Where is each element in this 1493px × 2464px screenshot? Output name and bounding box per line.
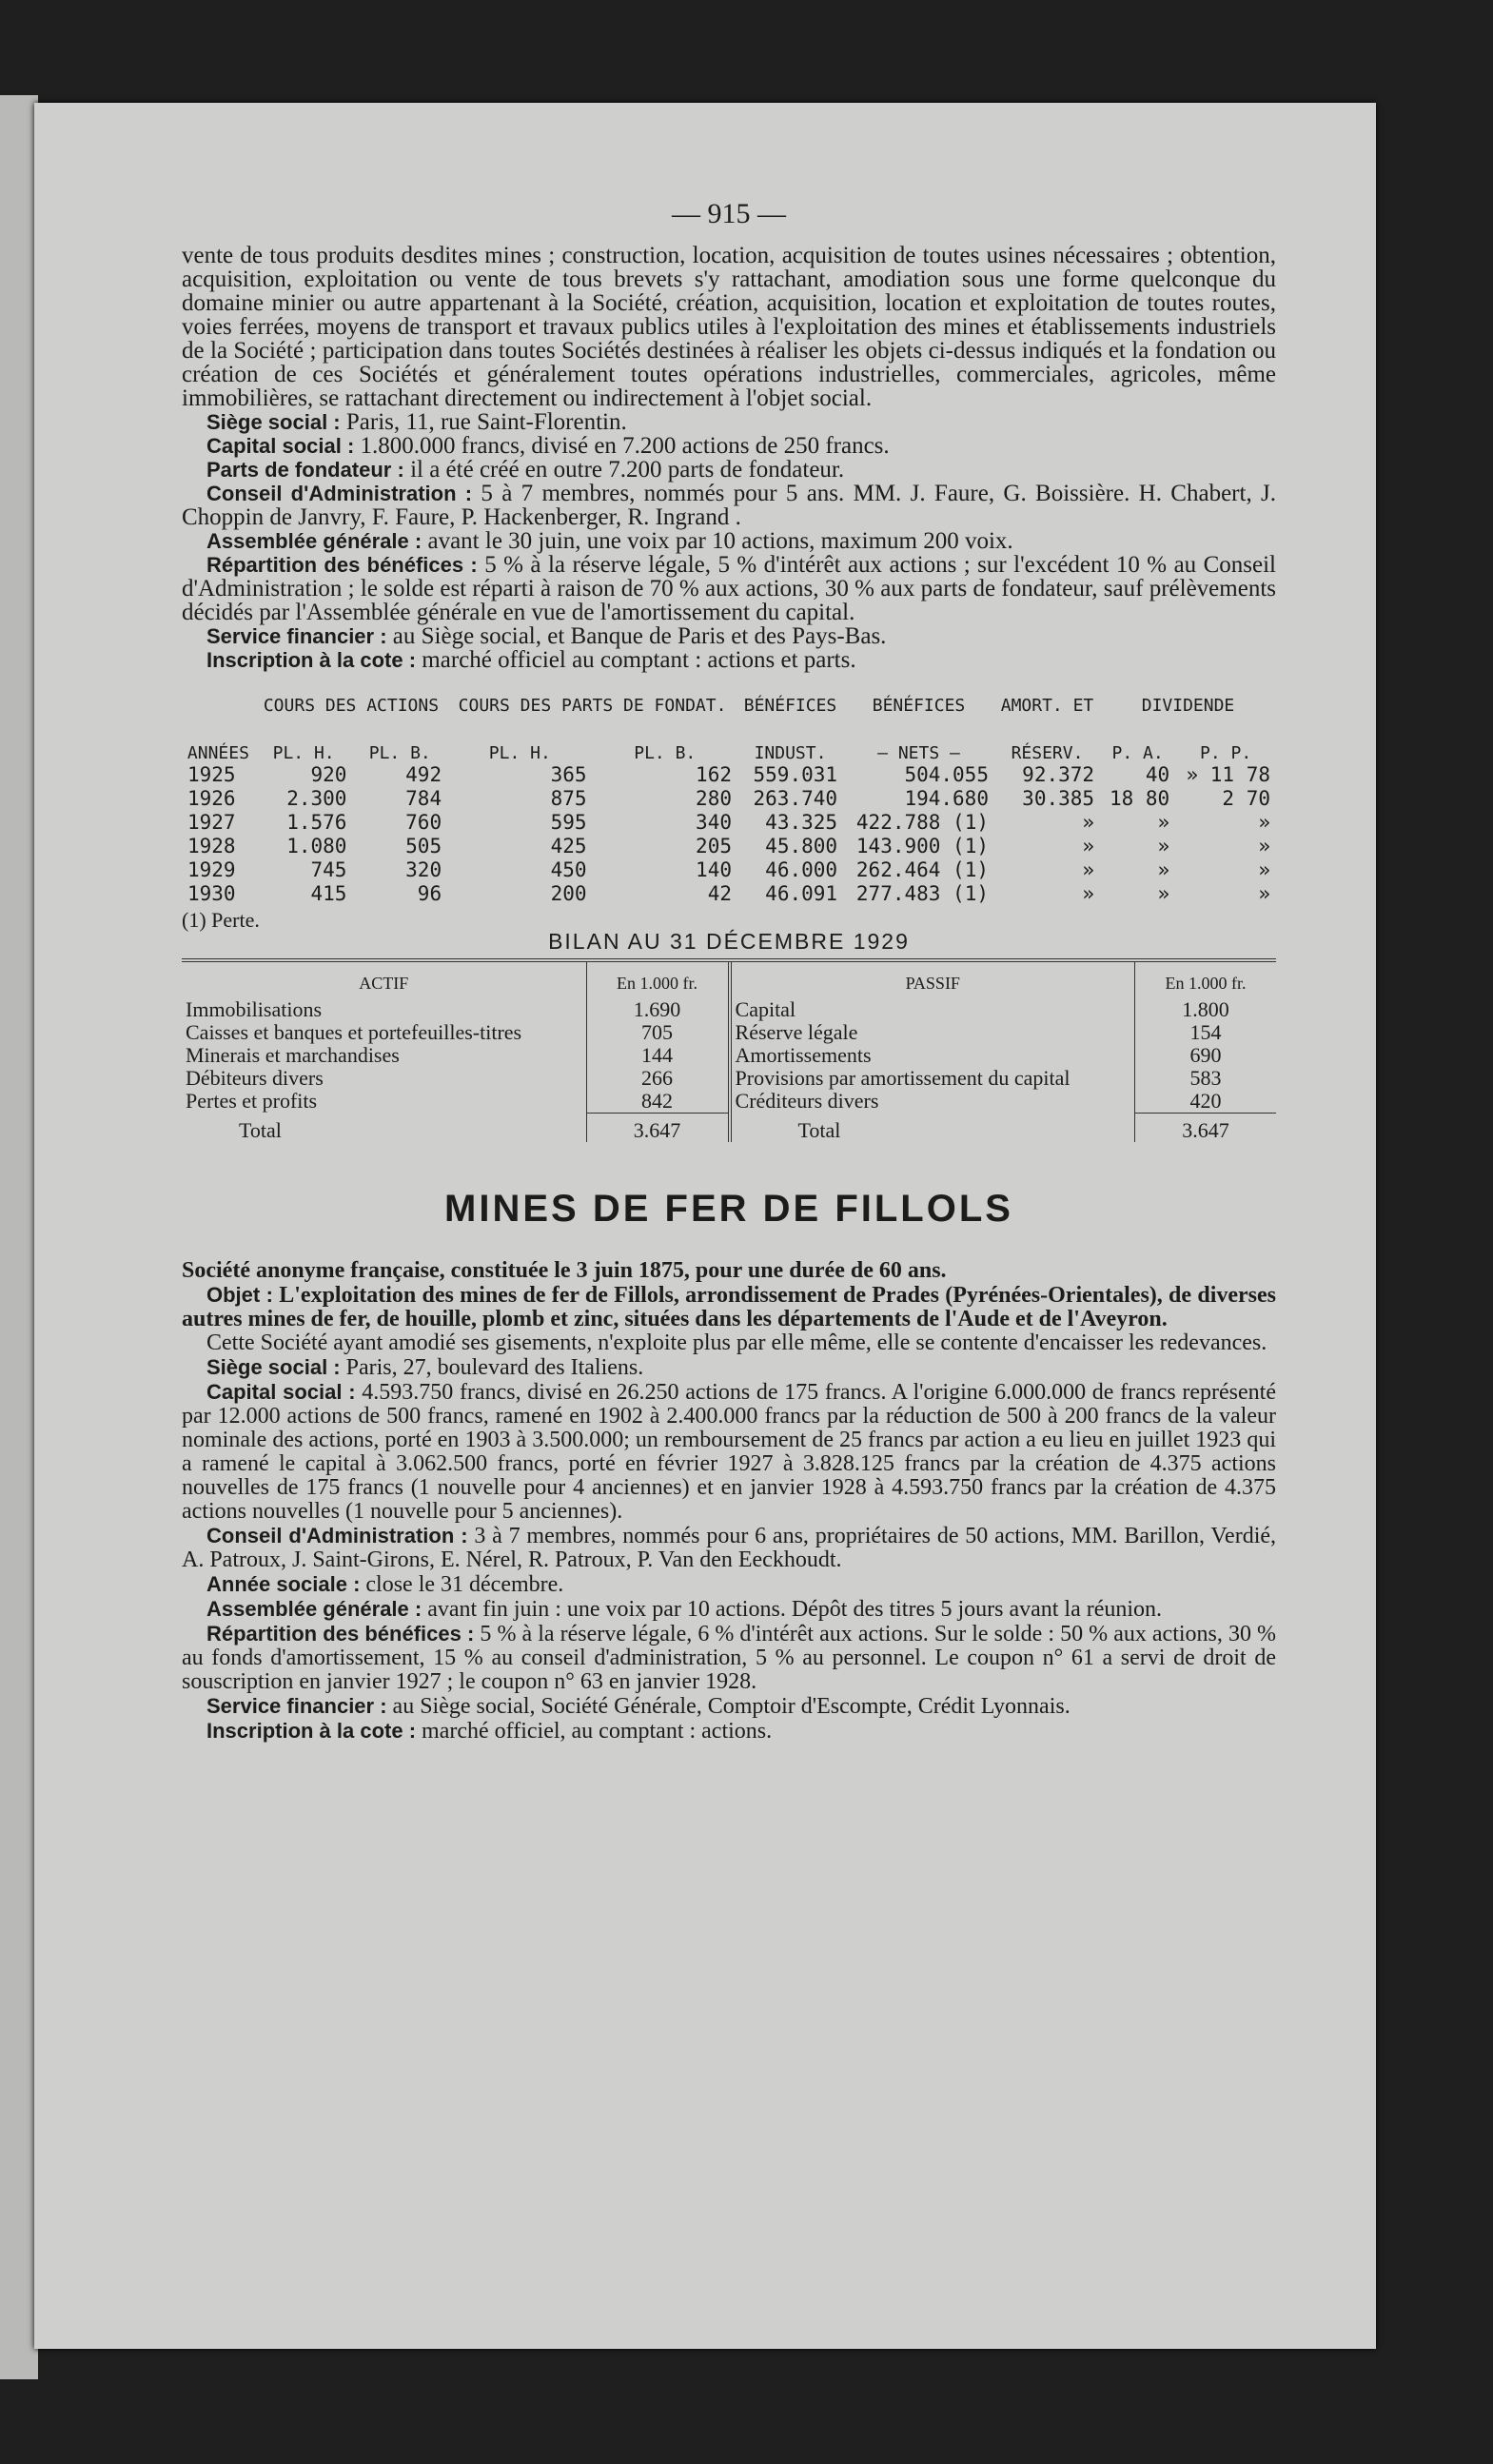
table-cell: 1.576	[286, 811, 347, 834]
fillols-info-item-value: 5 % à la réserve légale, 6 % d'intérêt aux actions. Sur le solde : 50 % aux actions, 30 % au fonds d'amortissement, 15 % au conseil d'administration, 5 % au personnel. Le coupon n° 61 a servi de droit de souscription en janvier 1927 ; le coupon n° 63 en janvier 1928.	[182, 1622, 1276, 1694]
table-row	[182, 811, 1276, 835]
table-cell: 504.055	[904, 763, 989, 786]
passif-value: 154	[1135, 1021, 1277, 1044]
fillols-info-item-value: 3 à 7 membres, nommés pour 6 ans, propriétaires de 50 actions, MM. Barillon, Verdié, A. Patroux, J. Saint-Girons, E. Nérel, R. Patroux, P. Van den Eeckhoudt.	[182, 1524, 1277, 1572]
info-item	[182, 553, 1276, 624]
table-footnote: (1) Perte.	[182, 908, 260, 932]
table-cell: 1.080	[286, 835, 347, 857]
fillols-info-item-key: Siège social :	[206, 1355, 341, 1379]
table-row	[182, 835, 1276, 858]
bilan-header-row	[182, 962, 1276, 998]
table-cell: 143.900 (1)	[855, 835, 989, 857]
table-cell: »	[1258, 811, 1270, 834]
sub-header-cell: RÉSERV.	[1011, 743, 1084, 763]
table-cell: 280	[696, 787, 732, 810]
fillols-info-item-key: Année sociale :	[206, 1572, 361, 1596]
section2-intro: Société anonyme française, constituée le 3 juin 1875, pour une durée de 60 ans.	[182, 1258, 947, 1283]
table-row	[182, 787, 1276, 811]
table-cell: 43.325	[765, 811, 838, 834]
table-cell: 96	[417, 882, 442, 905]
fillols-info-item-value: Paris, 27, boulevard des Italiens.	[345, 1355, 644, 1380]
actif-value: 266	[586, 1067, 730, 1090]
table-row	[182, 763, 1276, 787]
actif-value: 842	[586, 1090, 730, 1114]
info-item-value: avant le 30 juin, une voix par 10 actions, maximum 200 voix.	[427, 528, 1013, 554]
fillols-info-item-key: Capital social :	[206, 1380, 356, 1404]
section2-note: Cette Société ayant amodié ses gisements, n'exploite plus par elle même, elle se contente d'encaisser les redevances.	[206, 1331, 1267, 1355]
header-amort: AMORT. ET	[1000, 696, 1094, 716]
passif-value: 1.800	[1135, 998, 1277, 1021]
sub-header-cell: INDUST.	[754, 743, 827, 763]
table-cell: 920	[310, 763, 347, 786]
table-cell: 205	[696, 835, 732, 857]
passif-label: Amortissements	[730, 1044, 1135, 1067]
table-cell: 46.000	[765, 858, 838, 881]
table-cell: »	[1258, 858, 1270, 881]
fillols-info-item-key: Inscription à la cote :	[206, 1719, 417, 1743]
info-item-value: 5 % à la réserve légale, 5 % d'intérêt aux actions ; sur l'excédent 10 % au Conseil d'Administration ; le solde est réparti à raison de 70 % aux actions, 30 % aux parts de fondateur, sauf prélèvements décidés par l'Assemblée générale en vue de l'amortissement du capital.	[182, 552, 1277, 625]
info-item-key: Capital social :	[206, 434, 355, 458]
table-cell: 492	[405, 763, 442, 786]
section2-info-list	[182, 1355, 1276, 1744]
sub-header-cell: PL. B.	[368, 743, 431, 763]
table-cell: 18 80	[1109, 787, 1170, 810]
fillols-info-item-key: Service financier :	[206, 1694, 387, 1718]
book-page	[34, 103, 1376, 2349]
fillols-info-item-value: close le 31 décembre.	[365, 1572, 564, 1597]
bilan-total-row	[182, 1114, 1276, 1143]
sub-header-cell: PL. H.	[272, 743, 335, 763]
info-item-key: Siège social :	[206, 410, 341, 434]
bilan-row	[182, 1044, 1276, 1067]
table-cell: 875	[550, 787, 587, 810]
table-cell: 1930	[187, 882, 236, 905]
sub-header-cell: PL. H.	[488, 743, 551, 763]
bilan-title: BILAN AU 31 DÉCEMBRE 1929	[548, 929, 910, 954]
actif-value: 705	[586, 1021, 730, 1044]
stats-table	[182, 697, 1276, 906]
passif-label: Créditeurs divers	[730, 1090, 1135, 1114]
table-row	[182, 882, 1276, 906]
sub-header-cell: ANNÉES	[187, 743, 249, 763]
table-cell: 745	[310, 858, 347, 881]
fillols-info-item-key: Assemblée générale :	[206, 1597, 422, 1621]
header-dividende: DIVIDENDE	[1141, 696, 1235, 716]
table-cell: 340	[696, 811, 732, 834]
table-cell: 194.680	[904, 787, 989, 810]
info-item	[182, 410, 1276, 434]
table-cell: 46.091	[765, 882, 838, 905]
actif-label: Débiteurs divers	[186, 1067, 324, 1090]
bilan-row	[182, 1021, 1276, 1044]
page-number: — 915 —	[672, 198, 786, 229]
table-cell: 505	[405, 835, 442, 857]
header-cours-actions: COURS DES ACTIONS	[263, 696, 440, 716]
table-cell: » 11 78	[1186, 763, 1270, 786]
actif-unit: En 1.000 fr.	[586, 962, 730, 998]
actif-total: 3.647	[586, 1114, 730, 1143]
actif-label: Caisses et banques et portefeuilles-titres	[186, 1021, 522, 1044]
table-cell: 1928	[187, 835, 236, 857]
fillols-info-item	[182, 1622, 1276, 1694]
fillols-info-item	[182, 1694, 1276, 1719]
table-cell: 595	[550, 811, 587, 834]
table-cell: 200	[550, 882, 587, 905]
table-cell: 30.385	[1022, 787, 1095, 810]
actif-value: 144	[586, 1044, 730, 1067]
section2-objet: Objet : L'exploitation des mines de fer de Fillols, arrondissement de Prades (Pyrénées-Orientales), de diverses autres mines de fer, de houille, plomb et zinc, situées dans les départements de l'Aude et de l'Aveyron.	[182, 1283, 1276, 1331]
table-cell: »	[1082, 858, 1095, 881]
fillols-info-item-key: Conseil d'Administration :	[206, 1524, 468, 1547]
intro-paragraph: vente de tous produits desdites mines ; construction, location, acquisition de toutes usines nécessaires ; obtention, acquisition, exploitation ou vente de tous brevets s'y rattachant, amodiation sous une forme quelconque du domaine minier ou autre appartenant à la Société, création, acquisition, location et exploitation de toutes routes, voies ferrées, moyens de transport et travaux publics utiles à l'exploitation des mines et établissements industriels de la Société ; participation dans toutes Sociétés destinées à réaliser les objets ci-dessus indiqués et la fondation ou création de ces Sociétés et généralement toutes opérations industrielles, commerciales, agricoles, même immobilières, se rattachant directement ou indirectement à l'objet social.	[182, 243, 1276, 411]
fillols-info-item-key: Répartition des bénéfices :	[206, 1622, 475, 1646]
table-cell: »	[1082, 835, 1095, 857]
info-item-key: Parts de fondateur :	[206, 458, 404, 482]
bilan-body	[182, 998, 1276, 1114]
table-cell: 450	[550, 858, 587, 881]
fillols-info-item-value: 4.593.750 francs, divisé en 26.250 actions de 175 francs. A l'origine 6.000.000 de francs représenté par 12.000 actions de 500 francs, ramené en 1902 à 2.400.000 francs par la réduction de 500 à 200 francs de la valeur nominale des actions, porté en 1903 à 3.500.000; un remboursement de 25 francs par action a eu lieu en juillet 1923 qui a ramené le capital à 3.062.500 francs, porté en février 1927 à 3.828.125 francs par la création de 4.375 actions nouvelles de 175 francs (1 nouvelle pour 4 anciennes) et en janvier 1928 à 4.593.750 francs par la création de 4.375 actions nouvelles (1 nouvelle pour 5 anciennes).	[182, 1380, 1276, 1524]
actif-label: Pertes et profits	[186, 1090, 318, 1113]
fillols-info-item	[182, 1380, 1276, 1524]
section2-body	[182, 1259, 1276, 1744]
table-cell: »	[1157, 858, 1170, 881]
info-item-key: Répartition des bénéfices :	[206, 553, 478, 577]
info-item-key: Assemblée générale :	[206, 529, 422, 553]
table-cell: 45.800	[765, 835, 838, 857]
stats-sub-header-row	[182, 716, 1276, 763]
stats-body	[182, 763, 1276, 906]
sub-header-cell: P. P.	[1199, 743, 1252, 763]
actif-header: ACTIF	[359, 974, 409, 993]
table-cell: »	[1157, 811, 1170, 834]
table-cell: 277.483 (1)	[855, 882, 989, 905]
passif-value: 690	[1135, 1044, 1277, 1067]
stats-top-header-row	[182, 697, 1276, 716]
info-item-value: 5 à 7 membres, nommés pour 5 ans. MM. J. Faure, G. Boissière. H. Chabert, J. Choppin de Janvry, F. Faure, P. Hackenberger, R. Ingrand .	[182, 481, 1277, 530]
actif-value: 1.690	[586, 998, 730, 1021]
section2-title: MINES DE FER DE FILLOLS	[444, 1188, 1013, 1230]
table-cell: 92.372	[1022, 763, 1095, 786]
table-cell: 1927	[187, 811, 236, 834]
fillols-info-item	[182, 1719, 1276, 1744]
table-cell: »	[1082, 882, 1095, 905]
bilan-row	[182, 1090, 1276, 1114]
table-cell: 140	[696, 858, 732, 881]
info-item	[182, 624, 1276, 648]
passif-value: 420	[1135, 1090, 1277, 1114]
table-cell: 2.300	[286, 787, 347, 810]
table-cell: 42	[707, 882, 732, 905]
bilan-row	[182, 998, 1276, 1021]
info-item	[182, 529, 1276, 553]
passif-label: Réserve légale	[730, 1021, 1135, 1044]
table-cell: 320	[405, 858, 442, 881]
info-item-value: 1.800.000 francs, divisé en 7.200 actions de 250 francs.	[360, 433, 890, 459]
passif-total: 3.647	[1135, 1114, 1277, 1143]
table-cell: 422.788 (1)	[855, 811, 989, 834]
info-item	[182, 648, 1276, 672]
fillols-info-item-value: marché officiel, au comptant : actions.	[422, 1719, 773, 1744]
actif-total-label: Total	[239, 1117, 282, 1142]
table-cell: 1925	[187, 763, 236, 786]
table-cell: 760	[405, 811, 442, 834]
company-info-list	[182, 410, 1276, 672]
header-benefices-nets: BÉNÉFICES	[872, 696, 966, 716]
info-item-value: Paris, 11, rue Saint-Florentin.	[345, 409, 627, 435]
passif-label: Provisions par amortissement du capital	[730, 1067, 1135, 1090]
table-cell: 1929	[187, 858, 236, 881]
page-content	[182, 198, 1276, 1744]
passif-total-label: Total	[730, 1114, 1135, 1143]
fillols-info-item	[182, 1572, 1276, 1597]
table-cell: 263.740	[753, 787, 838, 810]
fillols-info-item	[182, 1524, 1276, 1572]
passif-unit: En 1.000 fr.	[1135, 962, 1277, 998]
table-cell: 2 70	[1222, 787, 1270, 810]
table-cell: 40	[1145, 763, 1170, 786]
sub-header-cell: — NETS —	[877, 743, 960, 763]
info-item	[182, 482, 1276, 529]
actif-label: Immobilisations	[186, 998, 322, 1021]
fillols-info-item	[182, 1355, 1276, 1380]
actif-label: Minerais et marchandises	[186, 1044, 400, 1067]
info-item	[182, 434, 1276, 458]
sub-header-cell: P. A.	[1111, 743, 1164, 763]
passif-value: 583	[1135, 1067, 1277, 1090]
passif-label: Capital	[730, 998, 1135, 1021]
table-cell: 559.031	[753, 763, 838, 786]
previous-page-edge	[0, 95, 38, 2379]
table-cell: »	[1082, 811, 1095, 834]
info-item-value: au Siège social, et Banque de Paris et des Pays-Bas.	[392, 623, 887, 649]
passif-header: PASSIF	[730, 962, 1135, 998]
info-item-value: marché officiel au comptant : actions et parts.	[422, 647, 856, 673]
header-benefices-indust: BÉNÉFICES	[743, 696, 837, 716]
sub-header-cell: PL. B.	[634, 743, 697, 763]
table-cell: 784	[405, 787, 442, 810]
info-item	[182, 458, 1276, 482]
bilan-table	[182, 962, 1276, 1142]
info-item-key: Service financier :	[206, 624, 387, 648]
table-cell: 425	[550, 835, 587, 857]
table-row	[182, 858, 1276, 882]
bilan-row	[182, 1067, 1276, 1090]
table-cell: 365	[550, 763, 587, 786]
table-cell: »	[1258, 882, 1270, 905]
table-cell: 415	[310, 882, 347, 905]
info-item-key: Conseil d'Administration :	[206, 482, 473, 505]
fillols-info-item	[182, 1597, 1276, 1622]
fillols-info-item-value: avant fin juin : une voix par 10 actions. Dépôt des titres 5 jours avant la réunion.	[427, 1597, 1163, 1622]
fillols-info-item-value: au Siège social, Société Générale, Comptoir d'Escompte, Crédit Lyonnais.	[392, 1694, 1071, 1719]
table-cell: »	[1157, 835, 1170, 857]
header-cours-parts: COURS DES PARTS DE FONDAT.	[458, 696, 727, 716]
info-item-value: il a été créé en outre 7.200 parts de fondateur.	[410, 457, 845, 483]
table-cell: 1926	[187, 787, 236, 810]
table-cell: »	[1157, 882, 1170, 905]
table-cell: 262.464 (1)	[855, 858, 989, 881]
info-item-key: Inscription à la cote :	[206, 648, 417, 672]
table-cell: 162	[696, 763, 732, 786]
table-cell: »	[1258, 835, 1270, 857]
